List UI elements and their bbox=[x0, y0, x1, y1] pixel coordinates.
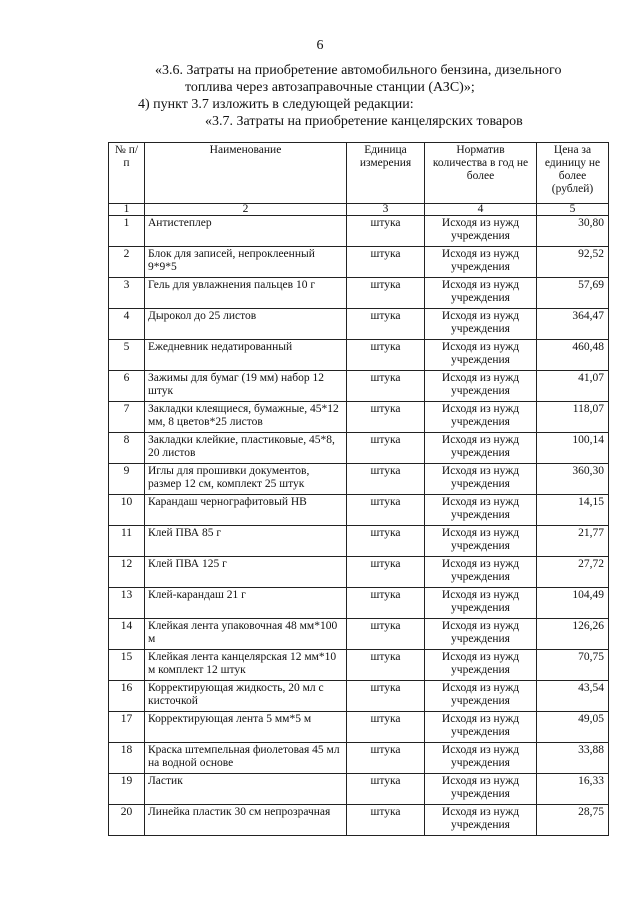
row-number-cell: 6 bbox=[109, 371, 145, 402]
norm-cell: Исходя из нужд учреждения bbox=[425, 743, 537, 774]
column-numbers-row bbox=[109, 204, 609, 216]
row-number-cell: 14 bbox=[109, 619, 145, 650]
norm-cell: Исходя из нужд учреждения bbox=[425, 433, 537, 464]
table-row bbox=[109, 402, 609, 433]
unit-cell: штука bbox=[347, 402, 425, 433]
intro-line-3: 4) пункт 3.7 изложить в следующей редакции: bbox=[138, 97, 414, 112]
row-number-cell: 1 bbox=[109, 216, 145, 247]
item-name-cell: Корректирующая лента 5 мм*5 м bbox=[145, 712, 347, 743]
table-row bbox=[109, 526, 609, 557]
norm-cell: Исходя из нужд учреждения bbox=[425, 712, 537, 743]
norm-cell: Исходя из нужд учреждения bbox=[425, 247, 537, 278]
unit-cell: штука bbox=[347, 743, 425, 774]
unit-cell: штука bbox=[347, 309, 425, 340]
price-cell: 92,52 bbox=[537, 247, 609, 278]
table-row bbox=[109, 309, 609, 340]
unit-cell: штука bbox=[347, 247, 425, 278]
row-number-cell: 2 bbox=[109, 247, 145, 278]
table-row bbox=[109, 216, 609, 247]
header-price: Цена за единицу не более (рублей) bbox=[537, 143, 609, 204]
norm-cell: Исходя из нужд учреждения bbox=[425, 805, 537, 836]
unit-cell: штука bbox=[347, 526, 425, 557]
header-norm: Норматив количества в год не более bbox=[425, 143, 537, 204]
unit-cell: штука bbox=[347, 216, 425, 247]
table-row bbox=[109, 650, 609, 681]
intro-line-1: «3.6. Затраты на приобретение автомобильного бензина, дизельного bbox=[155, 63, 562, 78]
unit-cell: штука bbox=[347, 278, 425, 309]
table-row bbox=[109, 774, 609, 805]
table-row bbox=[109, 681, 609, 712]
row-number-cell: 4 bbox=[109, 309, 145, 340]
table-row bbox=[109, 619, 609, 650]
norm-cell: Исходя из нужд учреждения bbox=[425, 681, 537, 712]
price-cell: 360,30 bbox=[537, 464, 609, 495]
header-name: Наименование bbox=[145, 143, 347, 204]
norm-cell: Исходя из нужд учреждения bbox=[425, 557, 537, 588]
price-cell: 104,49 bbox=[537, 588, 609, 619]
price-cell: 460,48 bbox=[537, 340, 609, 371]
intro-line-4: «3.7. Затраты на приобретение канцелярских товаров bbox=[205, 114, 523, 129]
table-row bbox=[109, 433, 609, 464]
price-cell: 16,33 bbox=[537, 774, 609, 805]
row-number-cell: 19 bbox=[109, 774, 145, 805]
intro-line-2: топлива через автозаправочные станции (АЗС)»; bbox=[185, 80, 475, 95]
row-number-cell: 3 bbox=[109, 278, 145, 309]
price-cell: 364,47 bbox=[537, 309, 609, 340]
item-name-cell: Карандаш чернографитовый НВ bbox=[145, 495, 347, 526]
item-name-cell: Антистеплер bbox=[145, 216, 347, 247]
price-cell: 28,75 bbox=[537, 805, 609, 836]
item-name-cell: Клейкая лента упаковочная 48 мм*100 м bbox=[145, 619, 347, 650]
table-row bbox=[109, 278, 609, 309]
norm-cell: Исходя из нужд учреждения bbox=[425, 619, 537, 650]
unit-cell: штука bbox=[347, 650, 425, 681]
table-row bbox=[109, 495, 609, 526]
norm-cell: Исходя из нужд учреждения bbox=[425, 371, 537, 402]
norm-cell: Исходя из нужд учреждения bbox=[425, 402, 537, 433]
price-cell: 14,15 bbox=[537, 495, 609, 526]
supplies-table bbox=[108, 142, 609, 836]
norm-cell: Исходя из нужд учреждения bbox=[425, 309, 537, 340]
unit-cell: штука bbox=[347, 681, 425, 712]
page-number: 6 bbox=[316, 38, 324, 53]
row-number-cell: 13 bbox=[109, 588, 145, 619]
unit-cell: штука bbox=[347, 340, 425, 371]
row-number-cell: 16 bbox=[109, 681, 145, 712]
price-cell: 41,07 bbox=[537, 371, 609, 402]
item-name-cell: Иглы для прошивки документов, размер 12 см, комплект 25 штук bbox=[145, 464, 347, 495]
item-name-cell: Клей ПВА 125 г bbox=[145, 557, 347, 588]
item-name-cell: Ежедневник недатированный bbox=[145, 340, 347, 371]
item-name-cell: Клей-карандаш 21 г bbox=[145, 588, 347, 619]
price-cell: 49,05 bbox=[537, 712, 609, 743]
item-name-cell: Дырокол до 25 листов bbox=[145, 309, 347, 340]
price-cell: 118,07 bbox=[537, 402, 609, 433]
unit-cell: штука bbox=[347, 464, 425, 495]
item-name-cell: Закладки клейкие, пластиковые, 45*8, 20 листов bbox=[145, 433, 347, 464]
unit-cell: штука bbox=[347, 774, 425, 805]
row-number-cell: 8 bbox=[109, 433, 145, 464]
table-row bbox=[109, 743, 609, 774]
table-body bbox=[109, 216, 609, 836]
row-number-cell: 20 bbox=[109, 805, 145, 836]
norm-cell: Исходя из нужд учреждения bbox=[425, 526, 537, 557]
unit-cell: штука bbox=[347, 588, 425, 619]
row-number-cell: 10 bbox=[109, 495, 145, 526]
table-row bbox=[109, 247, 609, 278]
price-cell: 126,26 bbox=[537, 619, 609, 650]
unit-cell: штука bbox=[347, 495, 425, 526]
item-name-cell: Блок для записей, непроклеенный 9*9*5 bbox=[145, 247, 347, 278]
price-cell: 100,14 bbox=[537, 433, 609, 464]
row-number-cell: 18 bbox=[109, 743, 145, 774]
table-row bbox=[109, 805, 609, 836]
table-row bbox=[109, 557, 609, 588]
item-name-cell: Зажимы для бумаг (19 мм) набор 12 штук bbox=[145, 371, 347, 402]
item-name-cell: Закладки клеящиеся, бумажные, 45*12 мм, 8 цветов*25 листов bbox=[145, 402, 347, 433]
item-name-cell: Краска штемпельная фиолетовая 45 мл на водной основе bbox=[145, 743, 347, 774]
norm-cell: Исходя из нужд учреждения bbox=[425, 216, 537, 247]
row-number-cell: 5 bbox=[109, 340, 145, 371]
header-number: № п/п bbox=[109, 143, 145, 204]
price-cell: 70,75 bbox=[537, 650, 609, 681]
norm-cell: Исходя из нужд учреждения bbox=[425, 495, 537, 526]
item-name-cell: Клейкая лента канцелярская 12 мм*10 м комплект 12 штук bbox=[145, 650, 347, 681]
norm-cell: Исходя из нужд учреждения bbox=[425, 774, 537, 805]
price-cell: 57,69 bbox=[537, 278, 609, 309]
norm-cell: Исходя из нужд учреждения bbox=[425, 464, 537, 495]
item-name-cell: Гель для увлажнения пальцев 10 г bbox=[145, 278, 347, 309]
price-cell: 21,77 bbox=[537, 526, 609, 557]
unit-cell: штука bbox=[347, 371, 425, 402]
unit-cell: штука bbox=[347, 433, 425, 464]
price-cell: 30,80 bbox=[537, 216, 609, 247]
item-name-cell: Линейка пластик 30 см непрозрачная bbox=[145, 805, 347, 836]
table-row bbox=[109, 712, 609, 743]
item-name-cell: Корректирующая жидкость, 20 мл с кисточкой bbox=[145, 681, 347, 712]
table-row bbox=[109, 464, 609, 495]
price-cell: 43,54 bbox=[537, 681, 609, 712]
unit-cell: штука bbox=[347, 557, 425, 588]
row-number-cell: 7 bbox=[109, 402, 145, 433]
norm-cell: Исходя из нужд учреждения bbox=[425, 340, 537, 371]
item-name-cell: Клей ПВА 85 г bbox=[145, 526, 347, 557]
norm-cell: Исходя из нужд учреждения bbox=[425, 278, 537, 309]
column-number: 3 bbox=[347, 204, 425, 216]
header-unit: Единица измерения bbox=[347, 143, 425, 204]
unit-cell: штука bbox=[347, 712, 425, 743]
unit-cell: штука bbox=[347, 805, 425, 836]
unit-cell: штука bbox=[347, 619, 425, 650]
price-cell: 27,72 bbox=[537, 557, 609, 588]
column-number: 2 bbox=[145, 204, 347, 216]
table-header-row bbox=[109, 143, 609, 204]
column-number: 4 bbox=[425, 204, 537, 216]
norm-cell: Исходя из нужд учреждения bbox=[425, 650, 537, 681]
item-name-cell: Ластик bbox=[145, 774, 347, 805]
row-number-cell: 12 bbox=[109, 557, 145, 588]
table-row bbox=[109, 371, 609, 402]
norm-cell: Исходя из нужд учреждения bbox=[425, 588, 537, 619]
column-number: 5 bbox=[537, 204, 609, 216]
row-number-cell: 15 bbox=[109, 650, 145, 681]
row-number-cell: 9 bbox=[109, 464, 145, 495]
table-row bbox=[109, 588, 609, 619]
row-number-cell: 17 bbox=[109, 712, 145, 743]
column-number: 1 bbox=[109, 204, 145, 216]
price-cell: 33,88 bbox=[537, 743, 609, 774]
row-number-cell: 11 bbox=[109, 526, 145, 557]
table-row bbox=[109, 340, 609, 371]
